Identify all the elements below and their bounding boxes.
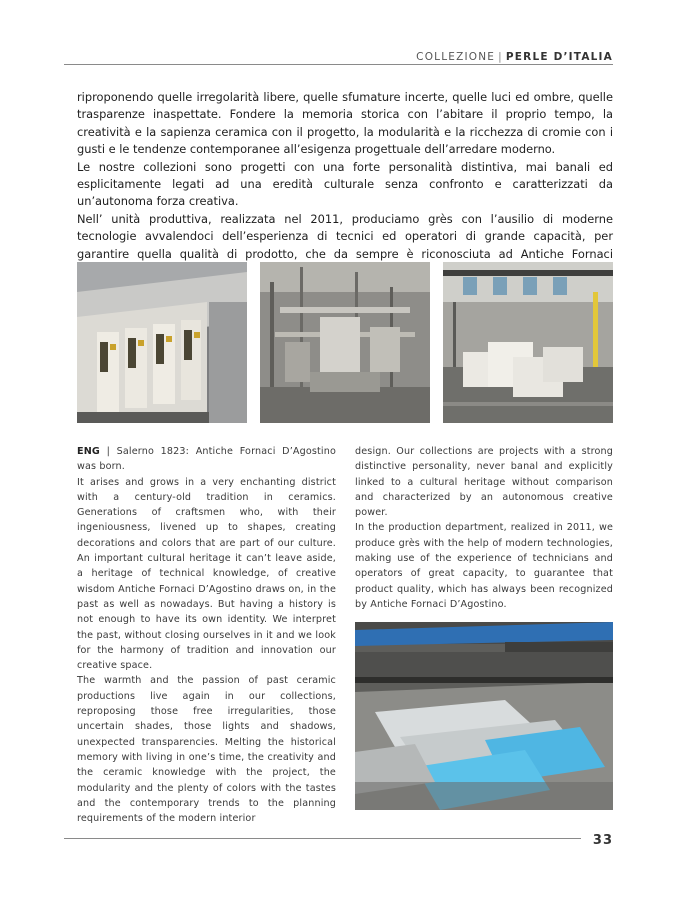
photo-kiln-machinery <box>260 262 430 423</box>
english-paragraph-2-end: design. Our collections are projects with a strong distinctive personality, never banal and explicitly linked to a cultural heritage without comparison and characterized by an autonomous creative power. <box>355 446 613 519</box>
photo-tile-boxes <box>77 262 247 423</box>
header-separator: | <box>498 51 503 63</box>
italian-paragraph-2: Le nostre collezioni sono progetti con una forte personalità distintiva, mai banali ed esplicitamente legati ad una eredità culturale senza confronto e caratterizzati da un’autonoma forza creativa. <box>77 159 613 209</box>
page-header <box>416 51 613 63</box>
header-section: COLLEZIONE <box>416 51 496 63</box>
header-rule <box>64 64 613 65</box>
header-title: PERLE D’ITALIA <box>505 51 613 63</box>
italian-paragraph-3: Nell’ unità produttiva, realizzata nel 2011, produciamo grès con l’ausilio di moderne tecnologie avvalendoci dell’esperienza di tecnici ed operatori di grande capacità, per garantire quella qualità di prodotto, che da sempre è riconosciuta ad Antiche Fornaci <box>77 211 613 261</box>
eng-separator: | <box>106 446 110 457</box>
page-number: 33 <box>592 833 613 848</box>
english-paragraph-3: In the production department, realized in 2011, we produce grès with the help of modern technologies, making use of the experience of technicians and operators of great capacity, to guarantee that product quality, which has always been recognized by Antiche Fornaci D’Agostino. <box>355 522 613 610</box>
english-column-left <box>77 444 336 826</box>
italian-paragraph-1: riproponendo quelle irregolarità libere, quelle sfumature incerte, quelle luci ed ombre, quelle trasparenze inaspettate. Fondere la memoria storica con l’abitare il proprio tempo, la creatività e la sapienza ceramica con il progetto, la modularità e la ricchezza di cromie con i gusti e le tendenze contemporanee all’esigenza progettuale dell’arredare moderno. <box>77 90 613 157</box>
english-paragraph-1: It arises and grows in a very enchanting district with a century-old tradition in ceramics. Generations of craftsmen who, with their ingeniousness, livened up to shapes, creating decorations and colors that are part of our culture. An important cultural heritage it can’t leave aside, a heritage of technical knowledge, of creative wisdom Antiche Fornaci D’Agostino draws on, in the past as well as nowadays. But having a history is not enough to have its own identity. We interpret the past, without closing ourselves in it and we look for the harmony of tradition and innovation our creative space. <box>77 476 336 672</box>
eng-intro-text: Salerno 1823: Antiche Fornaci D’Agostino was born. <box>77 446 337 473</box>
english-paragraph-2-start: The warmth and the passion of past ceramic productions live again in our collections, reproposing those free irregularities, those uncertain shades, those lights and shadows, unexpected transparencies. Melting the historical memory with living in one’s time, the creativity and the ceramic knowledge with the project, the modularity and the plenty of colors with the tastes and the contemporary trends to the planning requirements of the modern interior <box>77 675 336 825</box>
eng-label: ENG <box>77 446 100 457</box>
english-column-right <box>355 444 613 612</box>
footer-rule <box>64 838 581 839</box>
italian-text-block <box>77 89 613 280</box>
photo-factory-hall <box>443 262 613 423</box>
english-intro <box>77 444 336 475</box>
photo-production-line <box>355 622 613 810</box>
